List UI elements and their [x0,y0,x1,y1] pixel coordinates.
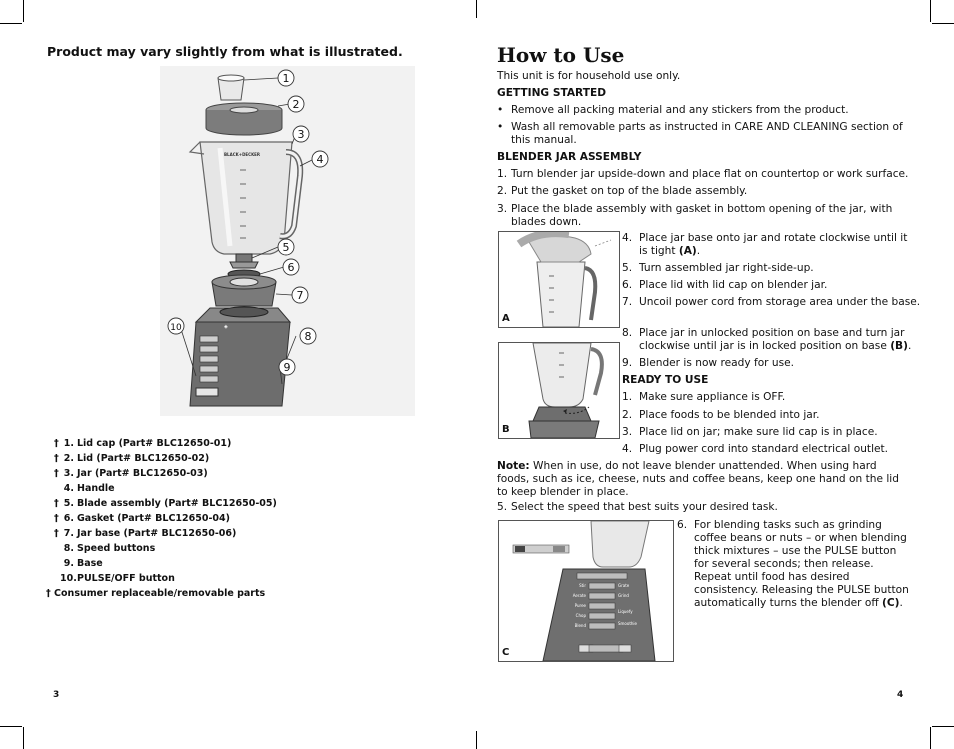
svg-text:◈: ◈ [224,324,228,330]
parts-list-item: 9. Base [63,558,103,569]
crop-mark [476,0,477,18]
parts-list-item: † 3. Jar (Part# BLC12650-03) [54,468,208,479]
crop-mark [23,727,24,749]
svg-text:9: 9 [283,361,291,374]
svg-text:8: 8 [304,330,312,343]
parts-list-item: † 1. Lid cap (Part# BLC12650-01) [54,438,232,449]
callout-4 [312,151,328,167]
callout-3 [293,126,309,142]
figure-c-label: C [502,647,510,658]
crop-mark [932,726,954,727]
svg-text:3: 3 [297,128,305,141]
svg-text:5: 5 [282,241,290,254]
speed-label: Puree [574,603,586,608]
speed-label: Stir [579,583,586,588]
parts-list-item: 4. Handle [63,483,115,494]
parts-list-item: † 5. Blade assembly (Part# BLC12650-05) [54,498,277,509]
parts-list-item: 10. PULSE/OFF button [60,573,175,584]
callout-7 [292,287,308,303]
speed-label: Grate [618,583,630,588]
jar-assembly-heading: BLENDER JAR ASSEMBLY [497,151,642,163]
crop-mark [930,0,931,22]
callout-5 [278,239,294,255]
svg-text:7: 7 [296,289,304,302]
parts-list [46,436,277,601]
callout-6 [283,259,299,275]
crop-mark [23,0,24,22]
parts-list-item: † 2. Lid (Part# BLC12650-02) [54,453,210,464]
svg-text:4: 4 [316,153,324,166]
crop-mark [930,727,931,749]
crop-mark [932,23,954,24]
speed-label: Chop [575,613,586,618]
callout-8 [300,328,316,344]
svg-text:2: 2 [292,98,300,111]
parts-list-item: † 6. Gasket (Part# BLC12650-04) [54,513,230,524]
getting-started-heading: GETTING STARTED [497,87,606,99]
note-paragraph: Note: When in use, do not leave blender unattended. When using hard foods, such as ice, cheese, nuts and coffee beans, keep one hand on the lid to keep blender in place. [497,460,899,498]
parts-list-item: 8. Speed buttons [63,543,156,554]
callout-2 [288,96,304,112]
blade-assembly-part [236,254,252,262]
parts-list-item: † 7. Jar base (Part# BLC12650-06) [54,528,237,539]
figure-b-label: B [502,424,510,435]
svg-text:BLACK+DECKER: BLACK+DECKER [224,152,260,157]
callout-10 [168,318,184,334]
svg-text:1: 1 [282,72,290,85]
figure-a-label: A [502,313,510,324]
figure-a [498,231,620,328]
intro-text: This unit is for household use only. [497,70,681,82]
svg-text:6: 6 [287,261,295,274]
crop-mark [0,726,22,727]
left-page-title: Product may vary slightly from what is illustrated. [47,44,403,59]
parts-footnote: † Consumer replaceable/removable parts [46,588,266,599]
speed-label: Aerate [572,593,586,598]
page-title: How to Use [497,43,625,67]
speed-label: Smoothie [618,621,638,626]
callout-1 [278,70,294,86]
speed-label: Blend [574,623,586,628]
speed-label: Liquefy [618,609,633,614]
ready-to-use-heading: READY TO USE [622,374,709,386]
callout-9 [279,359,295,375]
figure-c [498,520,674,662]
speed-label: Grind [618,593,629,598]
blender-exploded-illustration [160,66,415,416]
svg-text:10: 10 [170,323,182,333]
crop-mark [476,731,477,749]
page-number-left: 3 [53,690,60,700]
page-number-right: 4 [897,690,904,700]
figure-b [498,342,620,439]
pulse-off-button-part [196,388,218,396]
crop-mark [0,23,22,24]
